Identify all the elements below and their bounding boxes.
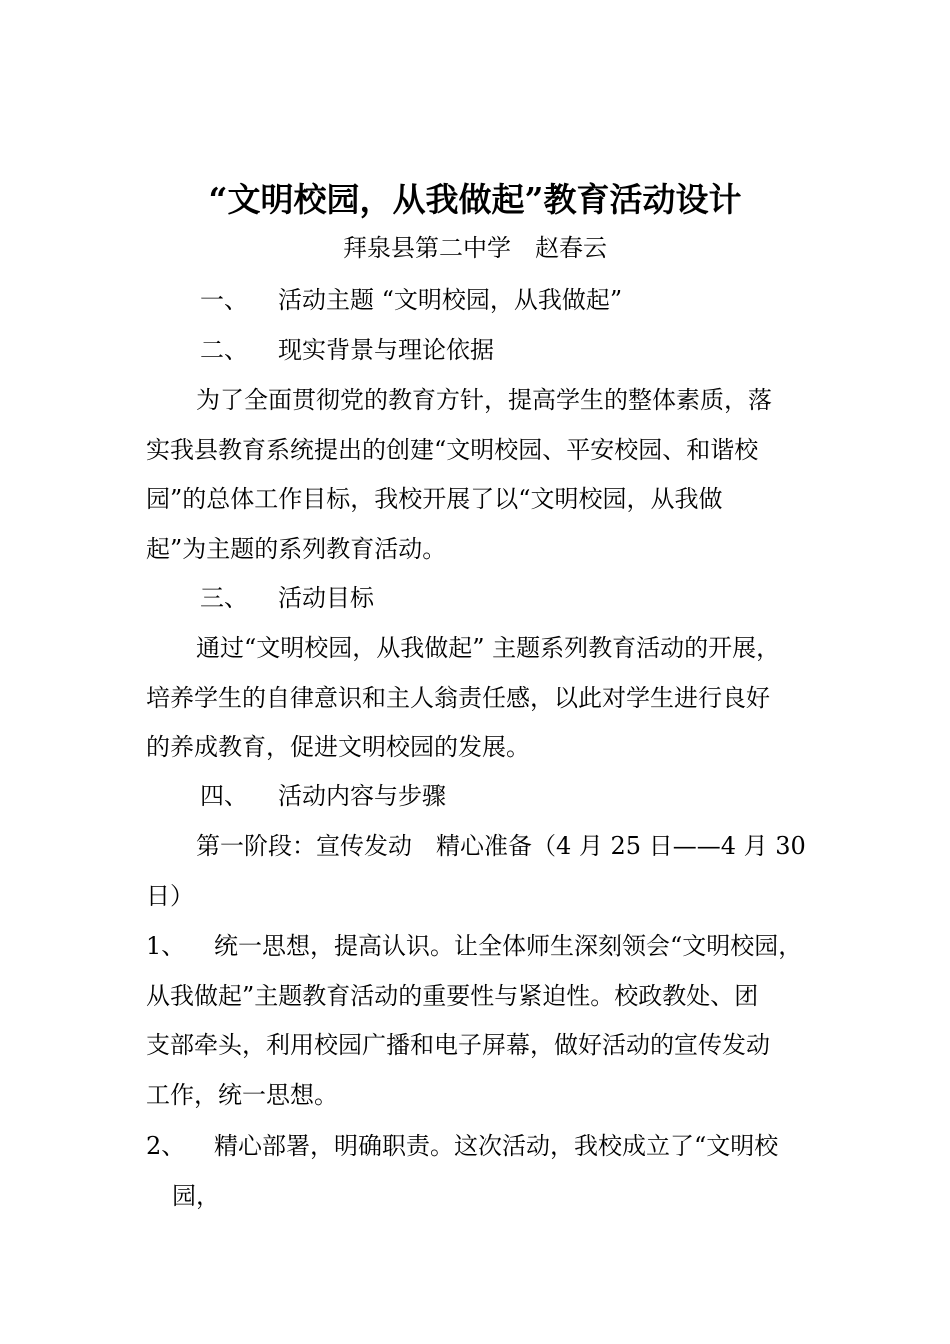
section-heading-3 [200, 578, 374, 618]
list-item-first-line [146, 1122, 836, 1172]
section-title: 活动内容与步骤 [278, 782, 446, 810]
list-item-text: 统一思想，提高认识。让全体师生深刻领会“文明校园， [214, 932, 803, 960]
paragraph-line: 起”为主题的系列教育活动。 [146, 534, 447, 563]
list-item-number: 1、 [146, 932, 186, 960]
section-heading-1 [200, 280, 622, 320]
list-item-2 [146, 1122, 836, 1221]
section-number: 三、 [200, 584, 248, 612]
section-number: 二、 [200, 336, 248, 364]
document-title: “文明校园，从我做起”教育活动设计 [208, 180, 742, 219]
paragraph-line: 支部牵头，利用校园广播和电子屏幕，做好活动的宣传发动 [146, 1031, 770, 1060]
paragraph-line: 实我县教育系统提出的创建“文明校园、平安校园、和谐校 [146, 435, 759, 464]
paragraph-line: 园， [172, 1181, 220, 1210]
section-title: 活动目标 [278, 584, 374, 612]
list-item-text: 精心部署，明确职责。这次活动，我校成立了“文明校 [214, 1132, 779, 1160]
paragraph-line: 培养学生的自律意识和主人翁责任感，以此对学生进行良好 [146, 683, 770, 712]
paragraph-line: 为了全面贯彻党的教育方针，提高学生的整体素质，落 [196, 386, 772, 414]
section-heading-2 [200, 330, 494, 370]
paragraph-line: 日） [146, 881, 194, 910]
paragraph-line: 的养成教育，促进文明校园的发展。 [146, 733, 530, 762]
section-title: 活动主题 “文明校园，从我做起” [278, 286, 623, 314]
section-number: 四、 [200, 782, 248, 810]
paragraph-stage-1 [146, 822, 836, 921]
paragraph-line: 通过“文明校园，从我做起” 主题系列教育活动的开展， [196, 634, 781, 662]
section-number: 一、 [200, 286, 248, 314]
paragraph-line: 从我做起”主题教育活动的重要性与紧迫性。校政教处、团 [146, 981, 759, 1010]
list-item-1 [146, 922, 836, 1120]
paragraph-background [146, 376, 836, 574]
list-item-number: 2、 [146, 1132, 186, 1160]
section-title: 现实背景与理论依据 [278, 336, 494, 364]
document-author: 拜泉县第二中学 赵春云 [343, 234, 607, 262]
paragraph-line: 第一阶段：宣传发动 精心准备（4 月 25 日——4 月 30 [196, 832, 806, 860]
section-heading-4 [200, 776, 446, 816]
list-item-first-line [146, 922, 836, 972]
paragraph-line: 园”的总体工作目标，我校开展了以“文明校园，从我做 [146, 485, 723, 514]
paragraph-line: 工作，统一思想。 [146, 1080, 338, 1109]
paragraph-goal [146, 624, 836, 773]
